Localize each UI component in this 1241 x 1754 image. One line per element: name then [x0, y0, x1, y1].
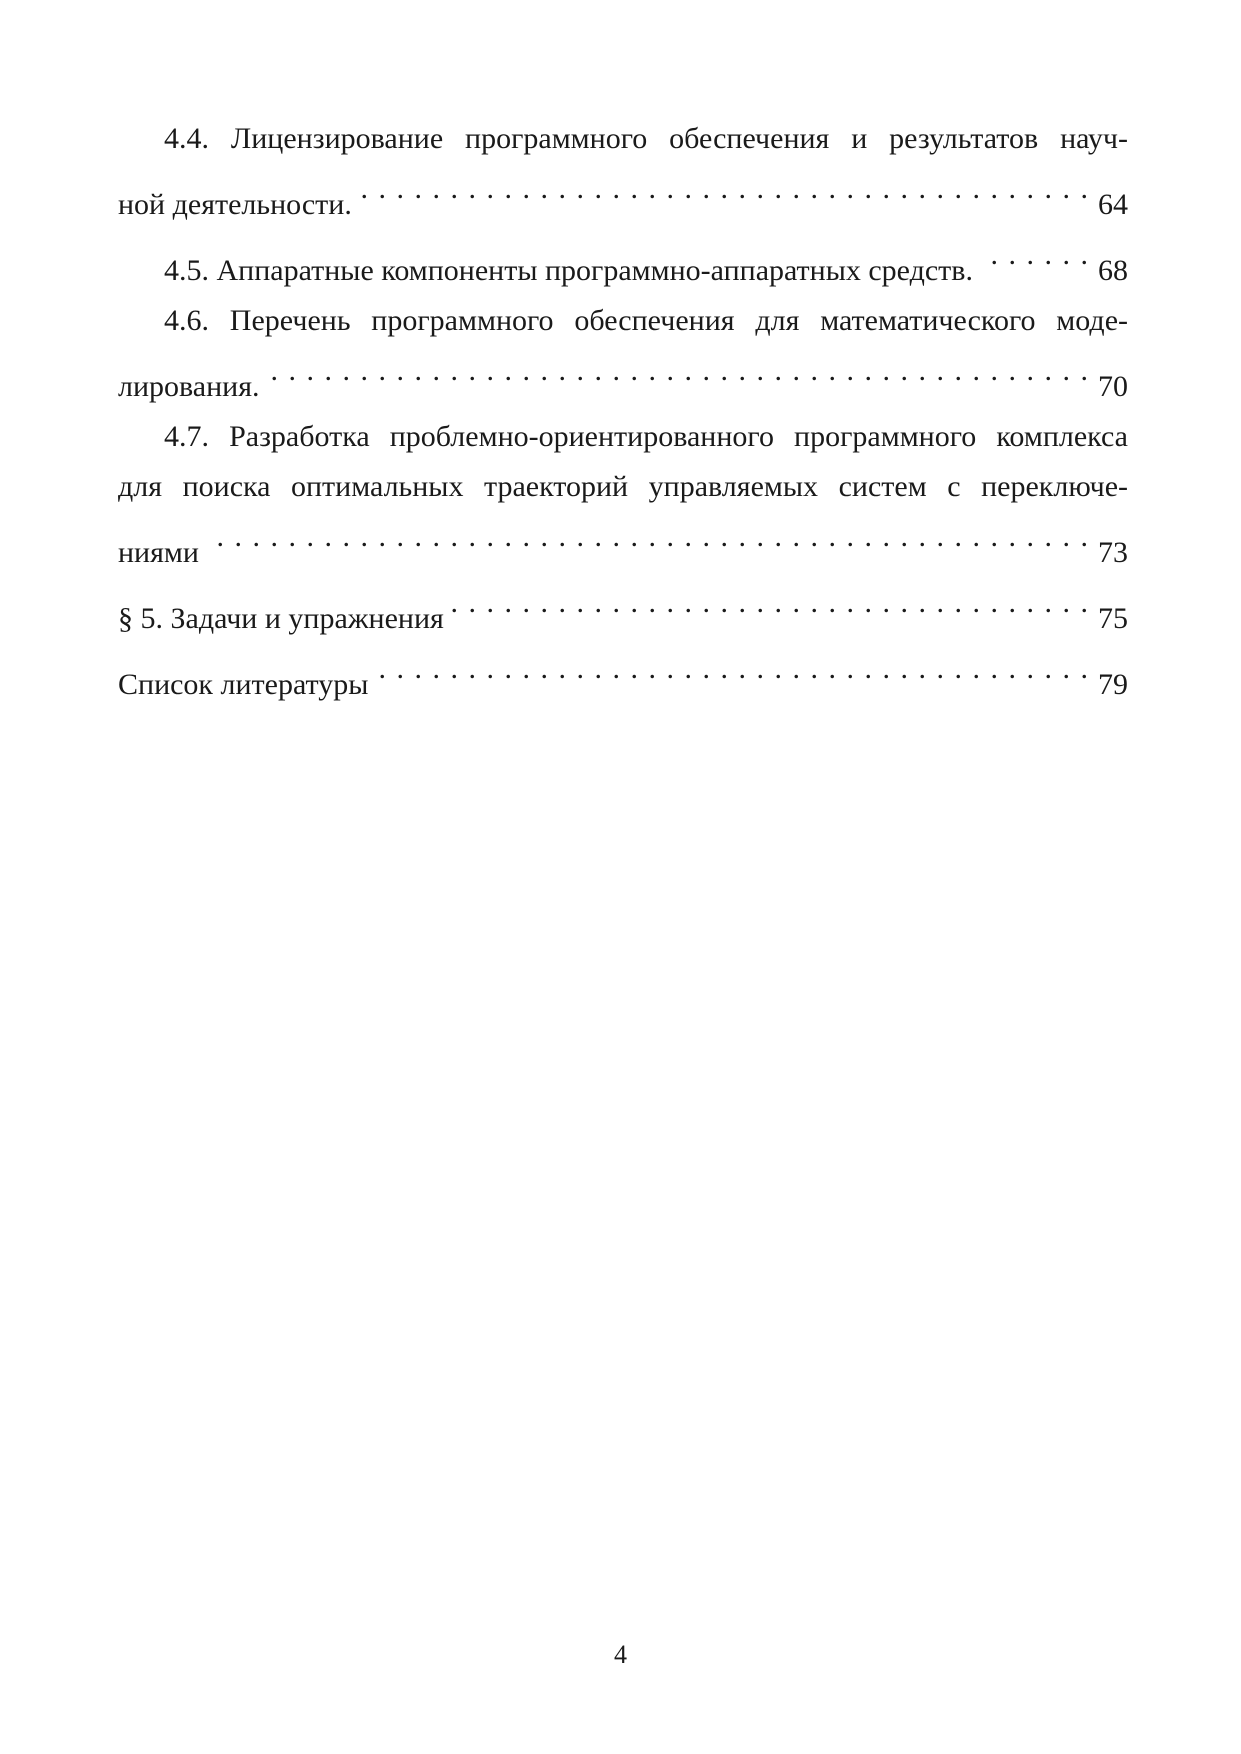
dot-leader: [979, 230, 1088, 280]
toc-entry-4-7[interactable]: [118, 412, 1128, 578]
toc-entry-4-7-page: 73: [1098, 536, 1128, 569]
toc-entry-4-4-line2: ной деятельности.: [118, 188, 352, 221]
dot-leader: [358, 164, 1088, 214]
toc-entry-section-5[interactable]: [118, 578, 1128, 644]
toc-entry-4-6-page: 70: [1098, 370, 1128, 403]
toc-entry-4-6[interactable]: [118, 296, 1128, 412]
toc-entry-4-6-line2: лирования.: [118, 370, 260, 403]
dot-leader: [374, 644, 1088, 694]
table-of-contents: [118, 114, 1128, 710]
toc-entry-4-6-line1: 4.6. Перечень программного обеспечения для математического моде-: [164, 304, 1128, 337]
toc-entry-4-4-page: 64: [1098, 188, 1128, 221]
toc-entry-references[interactable]: [118, 644, 1128, 710]
toc-entry-4-5-title: 4.5. Аппаратные компоненты программно-аппаратных средств.: [164, 254, 973, 287]
toc-entry-4-5-page: 68: [1098, 254, 1128, 287]
toc-entry-4-4-line1: 4.4. Лицензирование программного обеспечения и результатов науч-: [164, 122, 1128, 155]
toc-entry-4-7-line2: для поиска оптимальных траекторий управляемых систем с переключе-: [118, 470, 1128, 503]
toc-entry-references-page: 79: [1098, 668, 1128, 701]
toc-entry-references-title: Список литературы: [118, 668, 369, 701]
toc-entry-4-5[interactable]: [118, 230, 1128, 296]
toc-entry-4-4[interactable]: [118, 114, 1128, 230]
page-number: 4: [614, 1640, 627, 1669]
toc-entry-4-7-line3: ниями: [118, 536, 199, 569]
dot-leader: [205, 512, 1088, 562]
toc-entry-4-7-line1: 4.7. Разработка проблемно-ориентированного программного комплекса: [164, 420, 1128, 453]
toc-entry-section-5-title: § 5. Задачи и упражнения: [118, 602, 444, 635]
dot-leader: [450, 578, 1088, 628]
toc-entry-section-5-page: 75: [1098, 602, 1128, 635]
dot-leader: [266, 346, 1088, 396]
